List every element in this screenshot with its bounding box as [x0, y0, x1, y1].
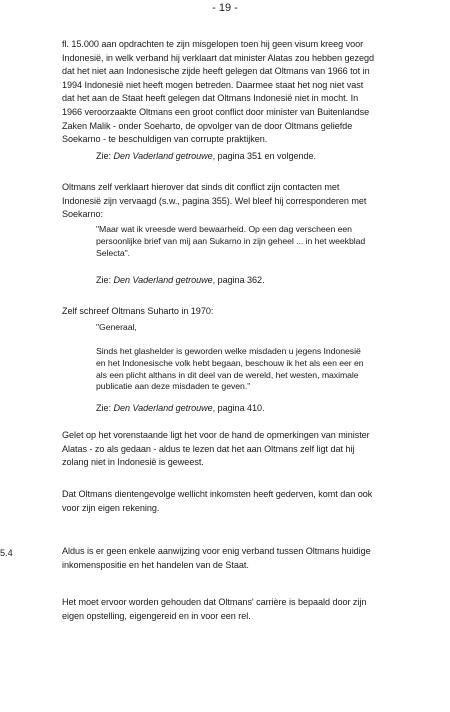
reference-prefix: Zie: [96, 275, 114, 285]
text-line: Het moet ervoor worden gehouden dat Oltmans' carrière is bepaald door zijn [62, 597, 367, 607]
text-line: Indonesië zijn vervaagd (s.w., pagina 355). Wel bleef hij corresponderen met [62, 195, 367, 206]
page-number: - 19 - [212, 2, 238, 14]
text-line: zolang niet in Indonesië is geweest. [62, 457, 204, 468]
reference-suffix: , pagina 351 en volgende. [212, 151, 317, 161]
text-line: Gelet op het vorenstaande ligt het voor de hand de opmerkingen van minister [62, 430, 370, 440]
reference-prefix: Zie: [96, 151, 114, 161]
reference-2 [96, 274, 265, 288]
text-line: Aldus is er geen enkele aanwijzing voor enig verband tussen Oltmans huidige [62, 546, 371, 556]
paragraph-7 [62, 596, 366, 623]
quote-line: publicatie aan deze misdaden te geven." [96, 381, 251, 392]
text-line: dat het niet aan Indonesische zijde heeft gelegen dat Oltmans van 1966 tot in [62, 66, 370, 77]
text-line: 1994 Indonesië niet heeft mogen betreden. Daarmee staat het nog niet vast [62, 79, 364, 90]
paragraph-5 [62, 488, 372, 515]
quote-line: als een plicht althans in dit deel van de wereld, het westen, maximale [96, 369, 359, 380]
quote-line: "Maar wat ik vreesde werd bewaarheid. Op een dag verscheen een [96, 224, 352, 234]
text-line: voor zijn eigen rekening. [62, 502, 160, 513]
paragraph-2 [62, 181, 366, 222]
reference-title: Den Vaderland getrouwe [113, 151, 213, 161]
quote-1 [96, 224, 365, 259]
quote-2-greeting [96, 322, 137, 334]
text-line: Zaken Malik - onder Soeharto, de opvolger van de door Oltmans geliefde [62, 120, 353, 131]
section-number: 5.4 [0, 548, 13, 558]
reference-suffix: , pagina 410. [212, 403, 265, 413]
text-line: Indonesië, in welk verband hij verklaart dat minister Alatas zou hebben gezegd [62, 52, 375, 63]
text-line: eigen opstelling, eigengereid en in voor een rel. [62, 610, 251, 621]
paragraph-6 [62, 545, 371, 572]
text-line: Dat Oltmans dientengevolge wellicht inkomsten heeft gederven, komt dan ook [62, 489, 373, 499]
reference-suffix: , pagina 362. [212, 275, 265, 285]
paragraph-4 [62, 429, 370, 470]
text-line: Soekarno: [62, 209, 104, 220]
quote-line: en het Indonesische volk hebt begaan, beschouw ik het als een eer en [96, 357, 364, 368]
paragraph-3 [62, 305, 213, 319]
text-line: inkomenspositie en het handelen van de Staat. [62, 559, 249, 570]
quote-line: persoonlijke brief van mij aan Sukarno in zijn geheel ... in het weekblad [96, 235, 366, 246]
paragraph-1 [62, 38, 374, 147]
reference-title: Den Vaderland getrouwe [113, 275, 213, 285]
reference-3 [96, 402, 265, 416]
quote-line: Sinds het glashelder is geworden welke misdaden u jegens Indonesië [96, 346, 361, 356]
text-line: Soekarno - te beschuldigen van corrupte praktijken. [62, 134, 268, 145]
quote-line: Selecta". [96, 247, 131, 258]
text-line: dat het aan de Staat heeft gelegen dat Oltmans Indonesië niet in mocht. In [62, 93, 359, 104]
reference-prefix: Zie: [96, 403, 114, 413]
text-line: Oltmans zelf verklaart hierover dat sinds dit conflict zijn contacten met [62, 182, 340, 192]
quote-line: "Generaal, [96, 322, 137, 332]
text-line: Zelf schreef Oltmans Suharto in 1970: [62, 306, 214, 316]
text-line: Alatas - zo als gedaan - aldus te lezen dat het aan Oltmans zelf ligt dat hij [62, 443, 355, 454]
reference-1 [96, 150, 316, 164]
quote-2 [96, 346, 364, 393]
text-line: 1966 veroorzaakte Oltmans een groot conflict door minister van Buitenlandse [62, 106, 370, 117]
text-line: fl. 15.000 aan opdrachten te zijn misgelopen toen hij geen visum kreeg voor [62, 39, 364, 49]
reference-title: Den Vaderland getrouwe [113, 403, 213, 413]
